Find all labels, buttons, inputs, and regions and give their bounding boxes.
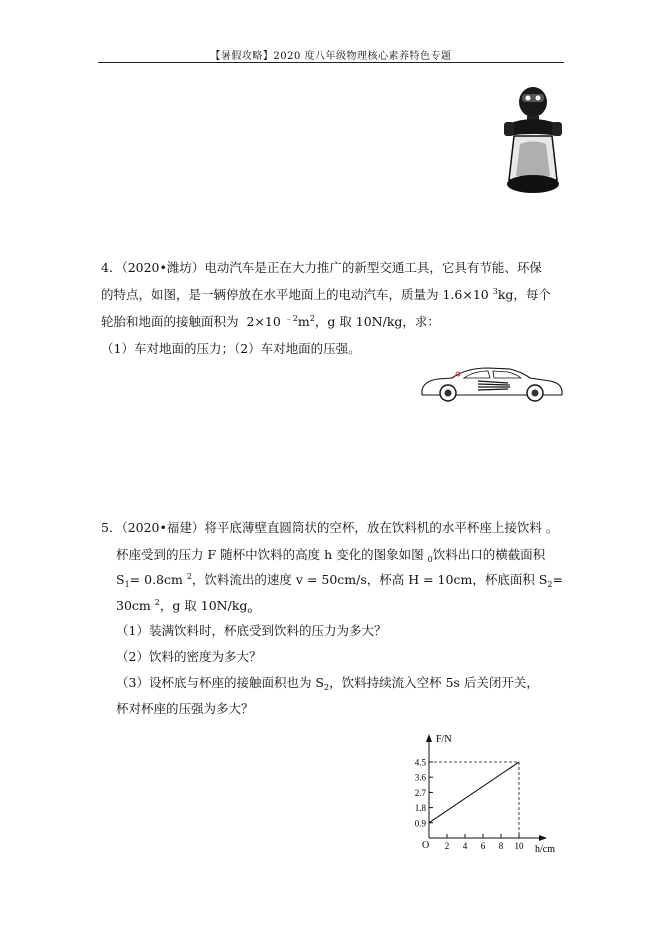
y-axis-label: F/N [436, 734, 452, 745]
x-tick-label: 2 [444, 841, 450, 851]
y-tick-label: 2.7 [414, 787, 426, 798]
force-height-line [429, 762, 519, 823]
q4-line-4: （1）车对地面的压力；（2）车对地面的压强。 [101, 341, 361, 356]
q5-sub-question-3-cont: 杯对杯座的压强为多大？ [116, 701, 254, 716]
chart-guide-lines [429, 762, 519, 838]
q4-line-2: 的特点，如图，是一辆停放在水平地面上的电动汽车，质量为 1.6×10 $^3$kg，每个 [101, 287, 551, 302]
car-figure [418, 364, 566, 404]
y-tick-label: 1.8 [414, 803, 426, 814]
q5-line-2: 杯座受到的压力 F 随杯中饮料的高度 h 变化的图象如图 $_0$饮料出口的横截面积 [116, 547, 546, 564]
y-axis-arrow [426, 734, 432, 742]
page-header-title: 【暑假攻略】2020 度八年级物理核心素养特色专题 [210, 51, 452, 62]
x-axis-arrow [539, 835, 547, 841]
x-tick-label: 4 [462, 841, 468, 851]
x-tick-label: 6 [480, 841, 486, 851]
q5-line-3: $S_1= 0.8cm$ $^2$，饮料流出的速度 v = 50cm/s，杯高 H = 10cm，杯底面积 $S_2=$ [116, 572, 563, 589]
x-tick-label: 10 [514, 841, 524, 851]
header-divider [98, 62, 564, 63]
q5-line-1: 5．（2020•福建）将平底薄壁直圆筒状的空杯，放在饮料机的水平杯座上接饮料 。 [101, 520, 559, 535]
chart-series [429, 762, 519, 823]
q5-sub-question-2: （2）饮料的密度为多大？ [116, 649, 262, 664]
y-tick-label: 0.9 [414, 818, 426, 829]
q5-sub-question-3: （3）设杯底与杯座的接触面积也为 $S_2$，饮料持续流入空杯 5s 后关闭开关， [116, 675, 539, 692]
q4-line-3: 轮胎和地面的接触面积为 2×10 $^{﹣2}m^2$，g 取 10N/kg，求： [101, 314, 440, 329]
x-tick-label: 8 [498, 841, 504, 851]
q4-line-1: 4．（2020•潍坊）电动汽车是正在大力推广的新型交通工具，它具有节能、环保 [101, 260, 542, 275]
q5-sub-question-1: （1）装满饮料时，杯底受到饮料的压力为多大？ [116, 623, 387, 638]
x-axis-label: h/cm [535, 844, 555, 855]
force-height-chart [405, 728, 575, 858]
y-tick-label: 3.6 [414, 772, 426, 783]
origin-label: O [422, 840, 430, 851]
chart-ticks [415, 758, 524, 852]
y-tick-label: 4.5 [414, 757, 426, 768]
q5-line-4: 30cm $^2$，g 取 $10N/kg_o$ [116, 598, 253, 615]
robot-figure [500, 84, 566, 194]
